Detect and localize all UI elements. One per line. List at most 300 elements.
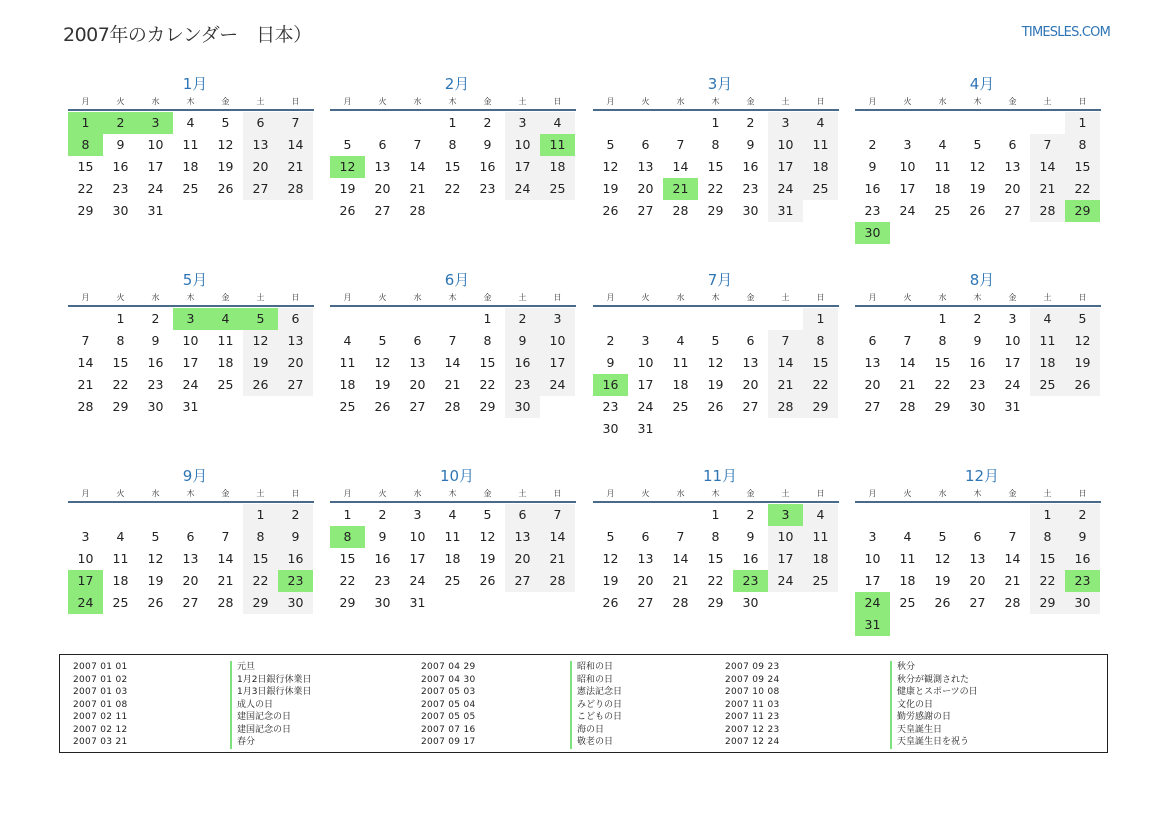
day-cell[interactable]: 28	[409, 203, 426, 218]
day-cell[interactable]: 6	[378, 137, 387, 152]
holiday-day-cell[interactable]: 29	[1065, 200, 1100, 222]
day-cell[interactable]: 30	[742, 203, 759, 218]
holiday-day-cell[interactable]: 30	[855, 222, 890, 244]
day-cell[interactable]: 18	[803, 548, 838, 570]
day-cell[interactable]: 2	[868, 137, 877, 152]
day-cell[interactable]: 26	[602, 595, 619, 610]
day-cell[interactable]: 16	[505, 352, 540, 374]
day-cell[interactable]: 29	[243, 592, 278, 614]
day-cell[interactable]: 5	[973, 137, 982, 152]
day-cell[interactable]: 1	[343, 507, 352, 522]
day-cell[interactable]: 18	[934, 181, 951, 196]
day-cell[interactable]: 22	[479, 377, 496, 392]
day-cell[interactable]: 17	[540, 352, 575, 374]
day-cell[interactable]: 1	[116, 311, 125, 326]
day-cell[interactable]: 7	[448, 333, 457, 348]
day-cell[interactable]: 12	[602, 159, 619, 174]
day-cell[interactable]: 25	[803, 570, 838, 592]
day-cell[interactable]: 18	[339, 377, 356, 392]
day-cell[interactable]: 12	[707, 355, 724, 370]
day-cell[interactable]: 4	[803, 504, 838, 526]
day-cell[interactable]: 15	[934, 355, 951, 370]
day-cell[interactable]: 24	[182, 377, 199, 392]
day-cell[interactable]: 25	[112, 595, 129, 610]
day-cell[interactable]: 30	[969, 399, 986, 414]
day-cell[interactable]: 21	[409, 181, 426, 196]
day-cell[interactable]: 5	[151, 529, 160, 544]
holiday-day-cell[interactable]: 3	[173, 308, 208, 330]
holiday-day-cell[interactable]: 8	[68, 134, 103, 156]
day-cell[interactable]: 6	[243, 112, 278, 134]
day-cell[interactable]: 27	[505, 570, 540, 592]
day-cell[interactable]: 18	[899, 573, 916, 588]
day-cell[interactable]: 16	[742, 159, 759, 174]
day-cell[interactable]: 24	[505, 178, 540, 200]
day-cell[interactable]: 9	[278, 526, 313, 548]
day-cell[interactable]: 25	[444, 573, 461, 588]
day-cell[interactable]: 11	[803, 526, 838, 548]
day-cell[interactable]: 29	[707, 595, 724, 610]
day-cell[interactable]: 21	[1004, 573, 1021, 588]
day-cell[interactable]: 17	[1004, 355, 1021, 370]
day-cell[interactable]: 6	[278, 308, 313, 330]
day-cell[interactable]: 9	[746, 529, 755, 544]
day-cell[interactable]: 18	[182, 159, 199, 174]
day-cell[interactable]: 8	[711, 137, 720, 152]
day-cell[interactable]: 24	[540, 374, 575, 396]
day-cell[interactable]: 19	[243, 352, 278, 374]
day-cell[interactable]: 26	[707, 399, 724, 414]
day-cell[interactable]: 26	[243, 374, 278, 396]
day-cell[interactable]: 16	[1065, 548, 1100, 570]
day-cell[interactable]: 23	[505, 374, 540, 396]
day-cell[interactable]: 29	[479, 399, 496, 414]
day-cell[interactable]: 14	[77, 355, 94, 370]
day-cell[interactable]: 12	[147, 551, 164, 566]
day-cell[interactable]: 16	[112, 159, 129, 174]
day-cell[interactable]: 10	[409, 529, 426, 544]
day-cell[interactable]: 26	[217, 181, 234, 196]
day-cell[interactable]: 11	[112, 551, 129, 566]
day-cell[interactable]: 19	[969, 181, 986, 196]
day-cell[interactable]: 17	[637, 377, 654, 392]
day-cell[interactable]: 20	[182, 573, 199, 588]
day-cell[interactable]: 24	[899, 203, 916, 218]
day-cell[interactable]: 22	[803, 374, 838, 396]
day-cell[interactable]: 8	[243, 526, 278, 548]
day-cell[interactable]: 15	[77, 159, 94, 174]
day-cell[interactable]: 1	[938, 311, 947, 326]
day-cell[interactable]: 23	[742, 181, 759, 196]
day-cell[interactable]: 5	[221, 115, 230, 130]
day-cell[interactable]: 5	[378, 333, 387, 348]
day-cell[interactable]: 25	[339, 399, 356, 414]
day-cell[interactable]: 28	[672, 203, 689, 218]
day-cell[interactable]: 19	[217, 159, 234, 174]
day-cell[interactable]: 29	[934, 399, 951, 414]
day-cell[interactable]: 28	[768, 396, 803, 418]
day-cell[interactable]: 14	[444, 355, 461, 370]
day-cell[interactable]: 23	[147, 377, 164, 392]
day-cell[interactable]: 14	[217, 551, 234, 566]
day-cell[interactable]: 6	[868, 333, 877, 348]
day-cell[interactable]: 13	[969, 551, 986, 566]
day-cell[interactable]: 6	[641, 137, 650, 152]
day-cell[interactable]: 10	[505, 134, 540, 156]
day-cell[interactable]: 26	[374, 399, 391, 414]
holiday-day-cell[interactable]: 24	[68, 592, 103, 614]
day-cell[interactable]: 12	[479, 529, 496, 544]
holiday-day-cell[interactable]: 31	[855, 614, 890, 636]
day-cell[interactable]: 28	[540, 570, 575, 592]
day-cell[interactable]: 17	[409, 551, 426, 566]
day-cell[interactable]: 24	[1004, 377, 1021, 392]
day-cell[interactable]: 4	[676, 333, 685, 348]
day-cell[interactable]: 27	[182, 595, 199, 610]
day-cell[interactable]: 2	[505, 308, 540, 330]
day-cell[interactable]: 11	[339, 355, 356, 370]
day-cell[interactable]: 4	[540, 112, 575, 134]
day-cell[interactable]: 24	[637, 399, 654, 414]
day-cell[interactable]: 10	[77, 551, 94, 566]
day-cell[interactable]: 19	[602, 573, 619, 588]
day-cell[interactable]: 9	[378, 529, 387, 544]
day-cell[interactable]: 18	[112, 573, 129, 588]
day-cell[interactable]: 9	[116, 137, 125, 152]
day-cell[interactable]: 29	[707, 203, 724, 218]
day-cell[interactable]: 22	[444, 181, 461, 196]
day-cell[interactable]: 19	[374, 377, 391, 392]
holiday-day-cell[interactable]: 17	[68, 570, 103, 592]
day-cell[interactable]: 30	[505, 396, 540, 418]
day-cell[interactable]: 5	[711, 333, 720, 348]
day-cell[interactable]: 2	[973, 311, 982, 326]
day-cell[interactable]: 12	[374, 355, 391, 370]
day-cell[interactable]: 15	[707, 551, 724, 566]
day-cell[interactable]: 13	[505, 526, 540, 548]
day-cell[interactable]: 21	[1030, 178, 1065, 200]
day-cell[interactable]: 13	[409, 355, 426, 370]
day-cell[interactable]: 5	[343, 137, 352, 152]
day-cell[interactable]: 11	[899, 551, 916, 566]
day-cell[interactable]: 1	[711, 507, 720, 522]
day-cell[interactable]: 22	[339, 573, 356, 588]
holiday-day-cell[interactable]: 16	[593, 374, 628, 396]
day-cell[interactable]: 7	[81, 333, 90, 348]
day-cell[interactable]: 18	[803, 156, 838, 178]
day-cell[interactable]: 12	[243, 330, 278, 352]
day-cell[interactable]: 26	[969, 203, 986, 218]
day-cell[interactable]: 15	[707, 159, 724, 174]
day-cell[interactable]: 16	[278, 548, 313, 570]
day-cell[interactable]: 4	[803, 112, 838, 134]
day-cell[interactable]: 2	[746, 115, 755, 130]
day-cell[interactable]: 20	[1004, 181, 1021, 196]
day-cell[interactable]: 12	[934, 551, 951, 566]
day-cell[interactable]: 25	[803, 178, 838, 200]
day-cell[interactable]: 27	[409, 399, 426, 414]
day-cell[interactable]: 13	[637, 159, 654, 174]
day-cell[interactable]: 14	[899, 355, 916, 370]
day-cell[interactable]: 27	[742, 399, 759, 414]
day-cell[interactable]: 12	[602, 551, 619, 566]
day-cell[interactable]: 16	[374, 551, 391, 566]
day-cell[interactable]: 31	[409, 595, 426, 610]
day-cell[interactable]: 11	[934, 159, 951, 174]
day-cell[interactable]: 4	[116, 529, 125, 544]
day-cell[interactable]: 14	[1030, 156, 1065, 178]
day-cell[interactable]: 25	[540, 178, 575, 200]
day-cell[interactable]: 15	[339, 551, 356, 566]
day-cell[interactable]: 1	[483, 311, 492, 326]
day-cell[interactable]: 28	[217, 595, 234, 610]
day-cell[interactable]: 29	[803, 396, 838, 418]
day-cell[interactable]: 20	[969, 573, 986, 588]
day-cell[interactable]: 20	[374, 181, 391, 196]
day-cell[interactable]: 7	[413, 137, 422, 152]
day-cell[interactable]: 12	[217, 137, 234, 152]
day-cell[interactable]: 13	[374, 159, 391, 174]
day-cell[interactable]: 10	[864, 551, 881, 566]
day-cell[interactable]: 29	[77, 203, 94, 218]
day-cell[interactable]: 11	[444, 529, 461, 544]
day-cell[interactable]: 22	[77, 181, 94, 196]
day-cell[interactable]: 28	[278, 178, 313, 200]
day-cell[interactable]: 18	[217, 355, 234, 370]
holiday-day-cell[interactable]: 3	[768, 504, 803, 526]
day-cell[interactable]: 31	[1004, 399, 1021, 414]
day-cell[interactable]: 1	[711, 115, 720, 130]
day-cell[interactable]: 21	[444, 377, 461, 392]
day-cell[interactable]: 3	[868, 529, 877, 544]
day-cell[interactable]: 4	[186, 115, 195, 130]
day-cell[interactable]: 17	[899, 181, 916, 196]
day-cell[interactable]: 9	[1065, 526, 1100, 548]
holiday-day-cell[interactable]: 1	[68, 112, 103, 134]
day-cell[interactable]: 13	[864, 355, 881, 370]
day-cell[interactable]: 3	[1008, 311, 1017, 326]
day-cell[interactable]: 25	[182, 181, 199, 196]
day-cell[interactable]: 5	[938, 529, 947, 544]
day-cell[interactable]: 3	[540, 308, 575, 330]
day-cell[interactable]: 11	[182, 137, 199, 152]
day-cell[interactable]: 29	[112, 399, 129, 414]
day-cell[interactable]: 14	[540, 526, 575, 548]
day-cell[interactable]: 26	[602, 203, 619, 218]
day-cell[interactable]: 4	[448, 507, 457, 522]
day-cell[interactable]: 19	[934, 573, 951, 588]
day-cell[interactable]: 20	[864, 377, 881, 392]
day-cell[interactable]: 2	[378, 507, 387, 522]
day-cell[interactable]: 24	[768, 178, 803, 200]
day-cell[interactable]: 21	[77, 377, 94, 392]
day-cell[interactable]: 8	[1030, 526, 1065, 548]
day-cell[interactable]: 7	[676, 529, 685, 544]
day-cell[interactable]: 10	[540, 330, 575, 352]
day-cell[interactable]: 20	[409, 377, 426, 392]
day-cell[interactable]: 27	[969, 595, 986, 610]
day-cell[interactable]: 1	[1065, 112, 1100, 134]
day-cell[interactable]: 27	[637, 595, 654, 610]
day-cell[interactable]: 12	[1065, 330, 1100, 352]
holiday-day-cell[interactable]: 23	[1065, 570, 1100, 592]
holiday-day-cell[interactable]: 21	[663, 178, 698, 200]
day-cell[interactable]: 20	[637, 181, 654, 196]
holiday-day-cell[interactable]: 24	[855, 592, 890, 614]
day-cell[interactable]: 4	[938, 137, 947, 152]
day-cell[interactable]: 9	[505, 330, 540, 352]
day-cell[interactable]: 8	[116, 333, 125, 348]
day-cell[interactable]: 19	[707, 377, 724, 392]
day-cell[interactable]: 28	[899, 399, 916, 414]
day-cell[interactable]: 28	[1004, 595, 1021, 610]
day-cell[interactable]: 28	[672, 595, 689, 610]
day-cell[interactable]: 15	[803, 352, 838, 374]
day-cell[interactable]: 23	[602, 399, 619, 414]
day-cell[interactable]: 10	[768, 134, 803, 156]
day-cell[interactable]: 7	[221, 529, 230, 544]
day-cell[interactable]: 23	[374, 573, 391, 588]
day-cell[interactable]: 20	[278, 352, 313, 374]
day-cell[interactable]: 28	[444, 399, 461, 414]
day-cell[interactable]: 30	[278, 592, 313, 614]
day-cell[interactable]: 29	[339, 595, 356, 610]
day-cell[interactable]: 31	[182, 399, 199, 414]
day-cell[interactable]: 10	[147, 137, 164, 152]
day-cell[interactable]: 17	[864, 573, 881, 588]
day-cell[interactable]: 1	[1030, 504, 1065, 526]
day-cell[interactable]: 23	[479, 181, 496, 196]
day-cell[interactable]: 28	[77, 399, 94, 414]
day-cell[interactable]: 30	[112, 203, 129, 218]
day-cell[interactable]: 11	[803, 134, 838, 156]
holiday-day-cell[interactable]: 4	[208, 308, 243, 330]
day-cell[interactable]: 18	[672, 377, 689, 392]
holiday-day-cell[interactable]: 3	[138, 112, 173, 134]
day-cell[interactable]: 22	[1065, 178, 1100, 200]
day-cell[interactable]: 19	[602, 181, 619, 196]
day-cell[interactable]: 22	[707, 181, 724, 196]
day-cell[interactable]: 20	[505, 548, 540, 570]
day-cell[interactable]: 24	[409, 573, 426, 588]
day-cell[interactable]: 3	[413, 507, 422, 522]
day-cell[interactable]: 27	[637, 203, 654, 218]
day-cell[interactable]: 2	[151, 311, 160, 326]
day-cell[interactable]: 14	[278, 134, 313, 156]
day-cell[interactable]: 21	[672, 573, 689, 588]
day-cell[interactable]: 15	[1030, 548, 1065, 570]
day-cell[interactable]: 14	[672, 551, 689, 566]
day-cell[interactable]: 26	[339, 203, 356, 218]
day-cell[interactable]: 7	[768, 330, 803, 352]
day-cell[interactable]: 21	[768, 374, 803, 396]
day-cell[interactable]: 10	[1004, 333, 1021, 348]
day-cell[interactable]: 9	[483, 137, 492, 152]
day-cell[interactable]: 13	[182, 551, 199, 566]
day-cell[interactable]: 10	[768, 526, 803, 548]
day-cell[interactable]: 5	[483, 507, 492, 522]
day-cell[interactable]: 5	[1065, 308, 1100, 330]
day-cell[interactable]: 19	[479, 551, 496, 566]
day-cell[interactable]: 26	[479, 573, 496, 588]
day-cell[interactable]: 30	[1065, 592, 1100, 614]
day-cell[interactable]: 8	[711, 529, 720, 544]
day-cell[interactable]: 9	[746, 137, 755, 152]
day-cell[interactable]: 24	[147, 181, 164, 196]
day-cell[interactable]: 13	[637, 551, 654, 566]
day-cell[interactable]: 11	[217, 333, 234, 348]
day-cell[interactable]: 3	[641, 333, 650, 348]
day-cell[interactable]: 20	[637, 573, 654, 588]
day-cell[interactable]: 21	[217, 573, 234, 588]
day-cell[interactable]: 25	[934, 203, 951, 218]
day-cell[interactable]: 16	[147, 355, 164, 370]
day-cell[interactable]: 6	[413, 333, 422, 348]
day-cell[interactable]: 16	[864, 181, 881, 196]
day-cell[interactable]: 26	[934, 595, 951, 610]
day-cell[interactable]: 19	[147, 573, 164, 588]
day-cell[interactable]: 26	[1065, 374, 1100, 396]
day-cell[interactable]: 8	[1065, 134, 1100, 156]
day-cell[interactable]: 31	[147, 203, 164, 218]
day-cell[interactable]: 7	[1008, 529, 1017, 544]
day-cell[interactable]: 16	[479, 159, 496, 174]
day-cell[interactable]: 14	[768, 352, 803, 374]
day-cell[interactable]: 10	[637, 355, 654, 370]
day-cell[interactable]: 20	[742, 377, 759, 392]
day-cell[interactable]: 27	[374, 203, 391, 218]
day-cell[interactable]: 5	[606, 137, 615, 152]
day-cell[interactable]: 31	[637, 421, 654, 436]
day-cell[interactable]: 25	[899, 595, 916, 610]
day-cell[interactable]: 18	[444, 551, 461, 566]
day-cell[interactable]: 18	[1030, 352, 1065, 374]
day-cell[interactable]: 23	[112, 181, 129, 196]
day-cell[interactable]: 25	[672, 399, 689, 414]
site-logo-text[interactable]: TIMESLES.COM	[1021, 25, 1110, 40]
day-cell[interactable]: 15	[444, 159, 461, 174]
day-cell[interactable]: 8	[938, 333, 947, 348]
day-cell[interactable]: 25	[1030, 374, 1065, 396]
day-cell[interactable]: 8	[448, 137, 457, 152]
day-cell[interactable]: 12	[969, 159, 986, 174]
day-cell[interactable]: 14	[672, 159, 689, 174]
holiday-day-cell[interactable]: 23	[278, 570, 313, 592]
day-cell[interactable]: 27	[278, 374, 313, 396]
day-cell[interactable]: 6	[1008, 137, 1017, 152]
day-cell[interactable]: 16	[969, 355, 986, 370]
day-cell[interactable]: 6	[186, 529, 195, 544]
holiday-day-cell[interactable]: 23	[733, 570, 768, 592]
day-cell[interactable]: 9	[973, 333, 982, 348]
day-cell[interactable]: 15	[479, 355, 496, 370]
day-cell[interactable]: 2	[746, 507, 755, 522]
day-cell[interactable]: 27	[1004, 203, 1021, 218]
day-cell[interactable]: 8	[483, 333, 492, 348]
day-cell[interactable]: 6	[641, 529, 650, 544]
day-cell[interactable]: 19	[339, 181, 356, 196]
day-cell[interactable]: 3	[505, 112, 540, 134]
day-cell[interactable]: 22	[243, 570, 278, 592]
day-cell[interactable]: 20	[243, 156, 278, 178]
day-cell[interactable]: 1	[803, 308, 838, 330]
day-cell[interactable]: 17	[768, 156, 803, 178]
day-cell[interactable]: 21	[278, 156, 313, 178]
day-cell[interactable]: 3	[768, 112, 803, 134]
day-cell[interactable]: 9	[606, 355, 615, 370]
day-cell[interactable]: 13	[243, 134, 278, 156]
day-cell[interactable]: 1	[448, 115, 457, 130]
